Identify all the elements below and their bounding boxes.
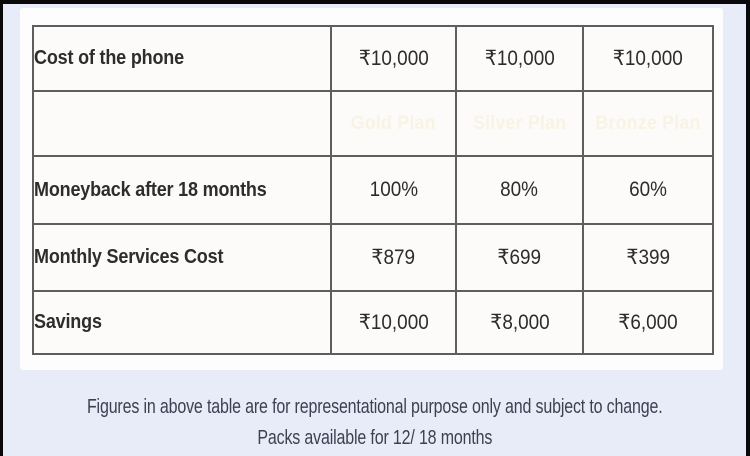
disclaimer-line-2 (0, 423, 750, 454)
disclaimer-line-1 (0, 392, 750, 423)
plan-name-text: Silver Plan (472, 112, 567, 134)
monthly-silver-value (456, 224, 583, 291)
plan-header-bronze (583, 91, 713, 156)
table-row (33, 156, 713, 224)
value-text: 80% (500, 178, 539, 201)
table-row-plan-headers (33, 91, 713, 156)
plan-header-silver (456, 91, 583, 156)
cost-bronze-value (583, 26, 713, 91)
value-text: 60% (629, 178, 667, 201)
row-label-monthly-cost (33, 224, 331, 291)
value-text: ₹10,000 (358, 311, 429, 334)
cost-gold-value (331, 26, 456, 91)
value-text: ₹699 (497, 246, 542, 269)
table-row (33, 224, 713, 291)
pricing-card (20, 8, 723, 370)
pricing-table (32, 25, 714, 355)
value-text: ₹6,000 (618, 311, 678, 334)
row-label-text: Cost of the phone (34, 47, 184, 69)
row-label-text: Savings (34, 311, 102, 333)
monthly-gold-value (331, 224, 456, 291)
plan-header-gold (331, 91, 456, 156)
value-text: ₹10,000 (613, 47, 683, 70)
availability-text: Packs available for 12/ 18 months (257, 427, 493, 449)
row-label-text: Moneyback after 18 months (34, 178, 267, 201)
savings-silver-value (456, 291, 583, 354)
plan-name-text: Gold Plan (350, 112, 437, 134)
value-text: ₹879 (371, 246, 416, 269)
value-text: ₹10,000 (358, 47, 429, 70)
right-edge-bar (746, 0, 750, 456)
monthly-bronze-value (583, 224, 713, 291)
left-edge-bar (0, 0, 3, 456)
top-edge-bar (0, 0, 750, 4)
moneyback-silver-value (456, 156, 583, 224)
row-label-cost (33, 26, 331, 91)
disclaimer-footer (0, 392, 750, 454)
savings-bronze-value (583, 291, 713, 354)
disclaimer-text: Figures in above table are for representational purpose only and subject to change. (87, 396, 663, 418)
row-label-text: Monthly Services Cost (34, 246, 224, 268)
moneyback-gold-value (331, 156, 456, 224)
plan-name-text: Bronze Plan (595, 112, 701, 134)
moneyback-bronze-value (583, 156, 713, 224)
cost-silver-value (456, 26, 583, 91)
value-text: ₹8,000 (489, 311, 550, 334)
value-text: ₹10,000 (484, 47, 555, 70)
table-row (33, 291, 713, 354)
row-label-savings (33, 291, 331, 354)
table-row (33, 26, 713, 91)
empty-header-cell (33, 91, 331, 156)
row-label-moneyback (33, 156, 331, 224)
value-text: ₹399 (626, 246, 670, 269)
savings-gold-value (331, 291, 456, 354)
value-text: 100% (369, 178, 418, 201)
